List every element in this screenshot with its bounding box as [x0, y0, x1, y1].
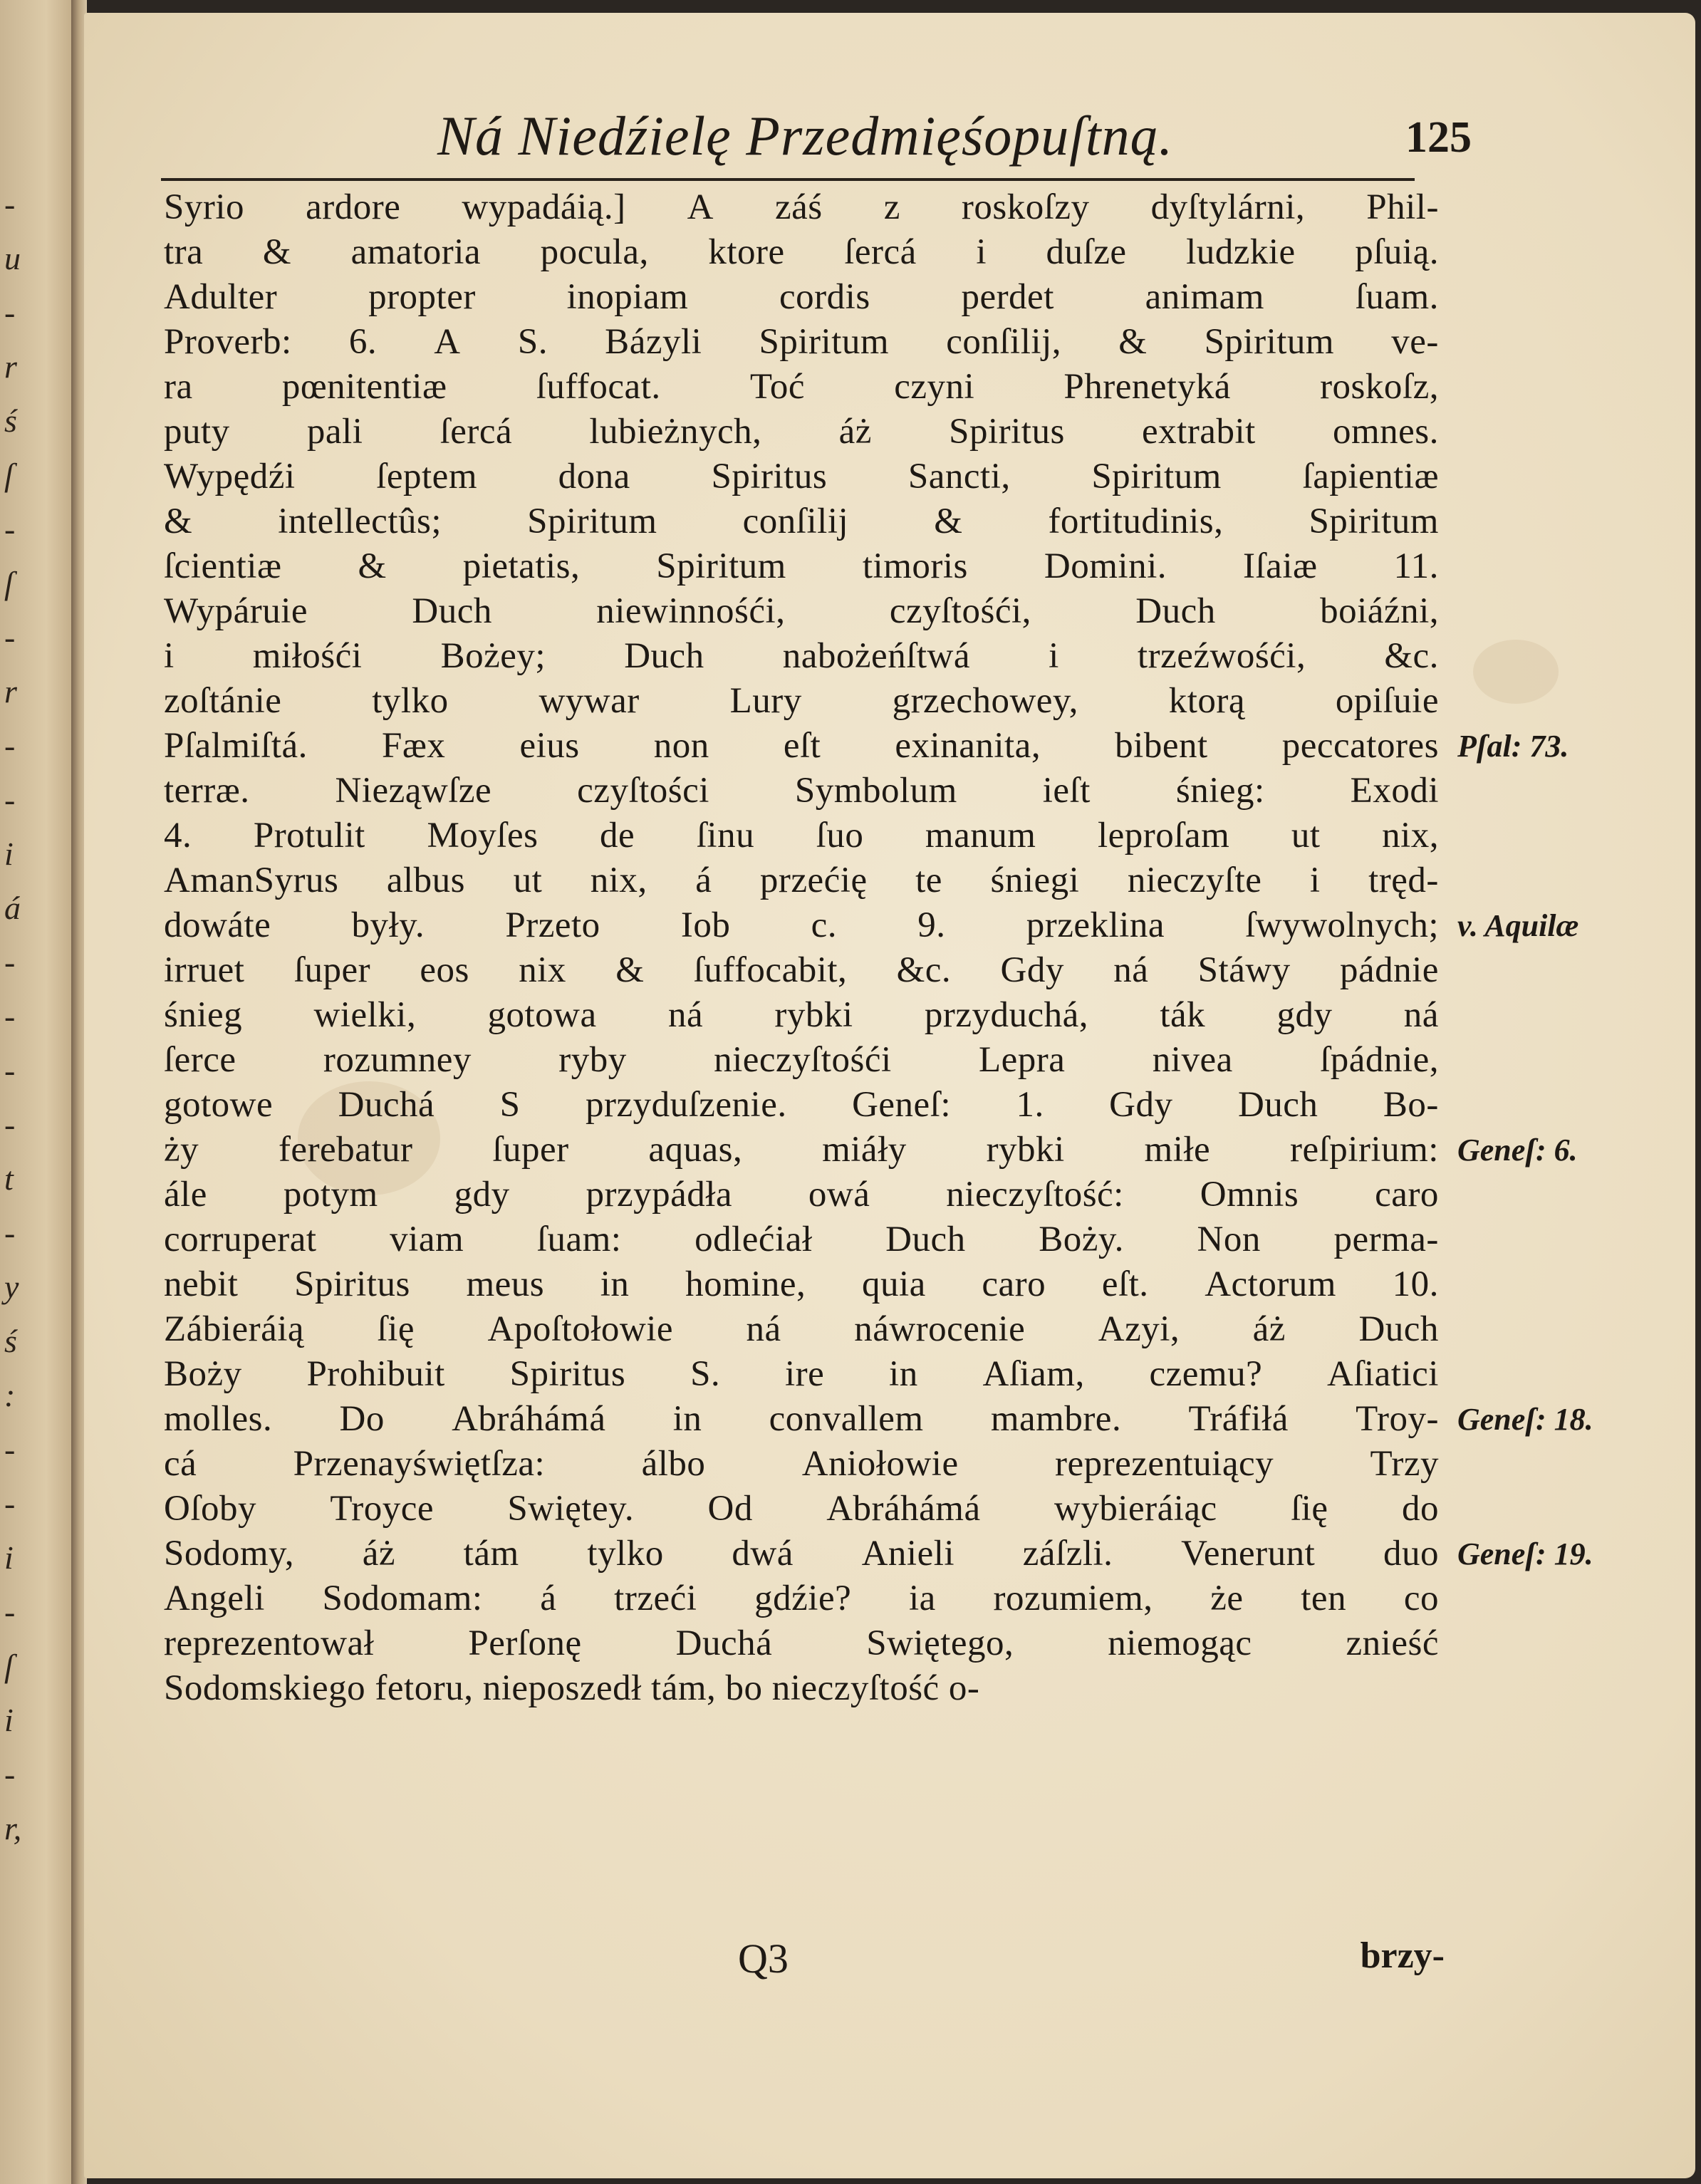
facing-page-fragment: u [4, 240, 21, 276]
text-line: zoſtánie tylko wywar Lury grzechowey, ktorą opiſuie [164, 681, 1439, 721]
facing-page-fragment: - [4, 944, 16, 980]
page-header [161, 91, 1472, 166]
facing-page-fragment: i [4, 1539, 14, 1576]
text-line: Adulter propter inopiam cordis perdet animam ſuam. [164, 277, 1439, 317]
facing-page-edge [0, 0, 77, 2184]
running-title: Ná Niedźielę Przedmięśopuſtną. [437, 105, 1174, 167]
facing-page-fragment: t [4, 1160, 14, 1197]
text-line: ſerce rozumney ryby nieczyſtośći Lepra nivea ſpádnie, [164, 1040, 1439, 1080]
text-line: Wypáruie Duch niewinnośći, czyſtośći, Duch boiáźni, [164, 591, 1439, 631]
facing-page-fragment: - [4, 1052, 16, 1088]
facing-page-fragment: r, [4, 1810, 22, 1846]
facing-page-fragment: : [4, 1377, 16, 1413]
facing-page-fragment: - [4, 1106, 16, 1143]
book-page [84, 13, 1695, 2178]
facing-page-fragment: ſ [4, 457, 14, 493]
text-line: Wypędźi ſeptem dona Spiritus Sancti, Spiritum ſapientiæ [164, 457, 1439, 496]
text-line: Zábieráią ſię Apoſtołowie ná náwrocenie Azyi, áż Duch [164, 1309, 1439, 1349]
text-line: Sodomy, áż tám tylko dwá Anieli záſzli. Venerunt duo [164, 1534, 1439, 1574]
facing-page-fragment: - [4, 186, 16, 222]
catchword: brzy- [1360, 1935, 1445, 1976]
header-rule [161, 178, 1415, 181]
margin-note: Pſal: 73. [1457, 729, 1569, 764]
text-line: ále potym gdy przypádła owá nieczyſtość: Omnis caro [164, 1175, 1439, 1215]
text-line: cá Przenayświętſza: álbo Aniołowie reprezentuiący Trzy [164, 1444, 1439, 1484]
margin-note: Geneſ: 19. [1457, 1536, 1593, 1571]
facing-page-fragment: - [4, 1215, 16, 1251]
margin-note: Geneſ: 18. [1457, 1402, 1593, 1437]
text-line: molles. Do Abráhámá in convallem mambre. Tráfiłá Troy- [164, 1399, 1439, 1439]
facing-page-fragment: - [4, 619, 16, 655]
text-line: śnieg wielki, gotowa ná rybki przyduchá, ták gdy ná [164, 995, 1439, 1035]
text-line: Angeli Sodomam: á trzeći gdźie? ia rozumiem, że ten co [164, 1579, 1439, 1618]
facing-page-fragment: ś [4, 1323, 17, 1359]
facing-page-fragment: r [4, 348, 17, 385]
facing-page-fragment: - [4, 727, 16, 764]
paper-stain [1473, 640, 1559, 704]
signature-mark: Q3 [738, 1935, 789, 1982]
text-line: corruperat viam ſuam: odlećiał Duch Boży. Non perma- [164, 1220, 1439, 1259]
text-line: tra & amatoria pocula, ktore ſercá i duſze ludzkie pſuią. [164, 232, 1439, 272]
text-line: ſcientiæ & pietatis, Spiritum timoris Domini. Iſaiæ 11. [164, 546, 1439, 586]
facing-page-fragment: - [4, 998, 16, 1034]
facing-page-fragment: ſ [4, 1648, 14, 1684]
page-number: 125 [1405, 113, 1472, 162]
facing-page-fragment: - [4, 511, 16, 547]
body-text [164, 185, 1439, 1711]
text-line: Sodomskiego fetoru, nieposzedł tám, bo nieczyſtość o- [164, 1668, 980, 1708]
facing-page-fragment: - [4, 1593, 16, 1630]
facing-page-fragment: i [4, 836, 14, 872]
text-line: ra pœnitentiæ ſuffocat. Toć czyni Phrenetyká roskoſz, [164, 367, 1439, 407]
facing-page-fragment: - [4, 1756, 16, 1792]
facing-page-fragment: y [4, 1269, 19, 1305]
text-line: 4. Protulit Moyſes de ſinu ſuo manum leproſam ut nix, [164, 816, 1439, 856]
page-footer [164, 1935, 1445, 1985]
text-line: & intellectûs; Spiritum conſilij & fortitudinis, Spiritum [164, 501, 1439, 541]
text-line: Oſoby Troyce Swiętey. Od Abráhámá wybieráiąc ſię do [164, 1489, 1439, 1529]
text-line: Boży Prohibuit Spiritus S. ire in Aſiam, czemu? Aſiatici [164, 1354, 1439, 1394]
text-line: Pſalmiſtá. Fæx eius non eſt exinanita, bibent peccatores [164, 726, 1439, 766]
text-line: dowáte były. Przeto Iob c. 9. przeklina ſwywolnych; [164, 905, 1439, 945]
facing-page-fragment: - [4, 1485, 16, 1522]
text-line: Proverb: 6. A S. Bázyli Spiritum conſilij, & Spiritum ve- [164, 322, 1439, 362]
text-line: puty pali ſercá lubieżnych, áż Spiritus extrabit omnes. [164, 412, 1439, 452]
text-line: i miłośći Bożey; Duch nabożeńſtwá i trzeźwośći, &c. [164, 636, 1439, 676]
text-line: nebit Spiritus meus in homine, quia caro eſt. Actorum 10. [164, 1264, 1439, 1304]
facing-page-fragment: ſ [4, 565, 14, 601]
facing-page-fragment: i [4, 1702, 14, 1738]
facing-page-fragment: - [4, 294, 16, 331]
text-line: terræ. Nieząwſze czyſtości Symbolum ieſt śnieg: Exodi [164, 771, 1439, 811]
margin-note: Geneſ: 6. [1457, 1133, 1578, 1168]
facing-page-fragment: - [4, 1431, 16, 1467]
facing-page-fragment: r [4, 673, 17, 709]
text-line: AmanSyrus albus ut nix, á przećię te śniegi nieczyſte i tręd- [164, 860, 1439, 900]
text-line: gotowe Duchá S przyduſzenie. Geneſ: 1. Gdy Duch Bo- [164, 1085, 1439, 1125]
text-line: ży ferebatur ſuper aquas, miáły rybki miłe reſpirium: [164, 1130, 1439, 1170]
text-line: irruet ſuper eos nix & ſuffocabit, &c. Gdy ná Stáwy pádnie [164, 950, 1439, 990]
facing-page-fragment: ś [4, 402, 17, 439]
text-line: Syrio ardore wypadáią.] A záś z roskoſzy dyſtylárni, Phil- [164, 187, 1439, 227]
margin-note: v. Aquilæ [1457, 908, 1579, 943]
facing-page-fragment: á [4, 890, 21, 926]
facing-page-fragment: - [4, 781, 16, 818]
text-line: reprezentował Perſonę Duchá Swiętego, niemogąc znieść [164, 1623, 1439, 1663]
